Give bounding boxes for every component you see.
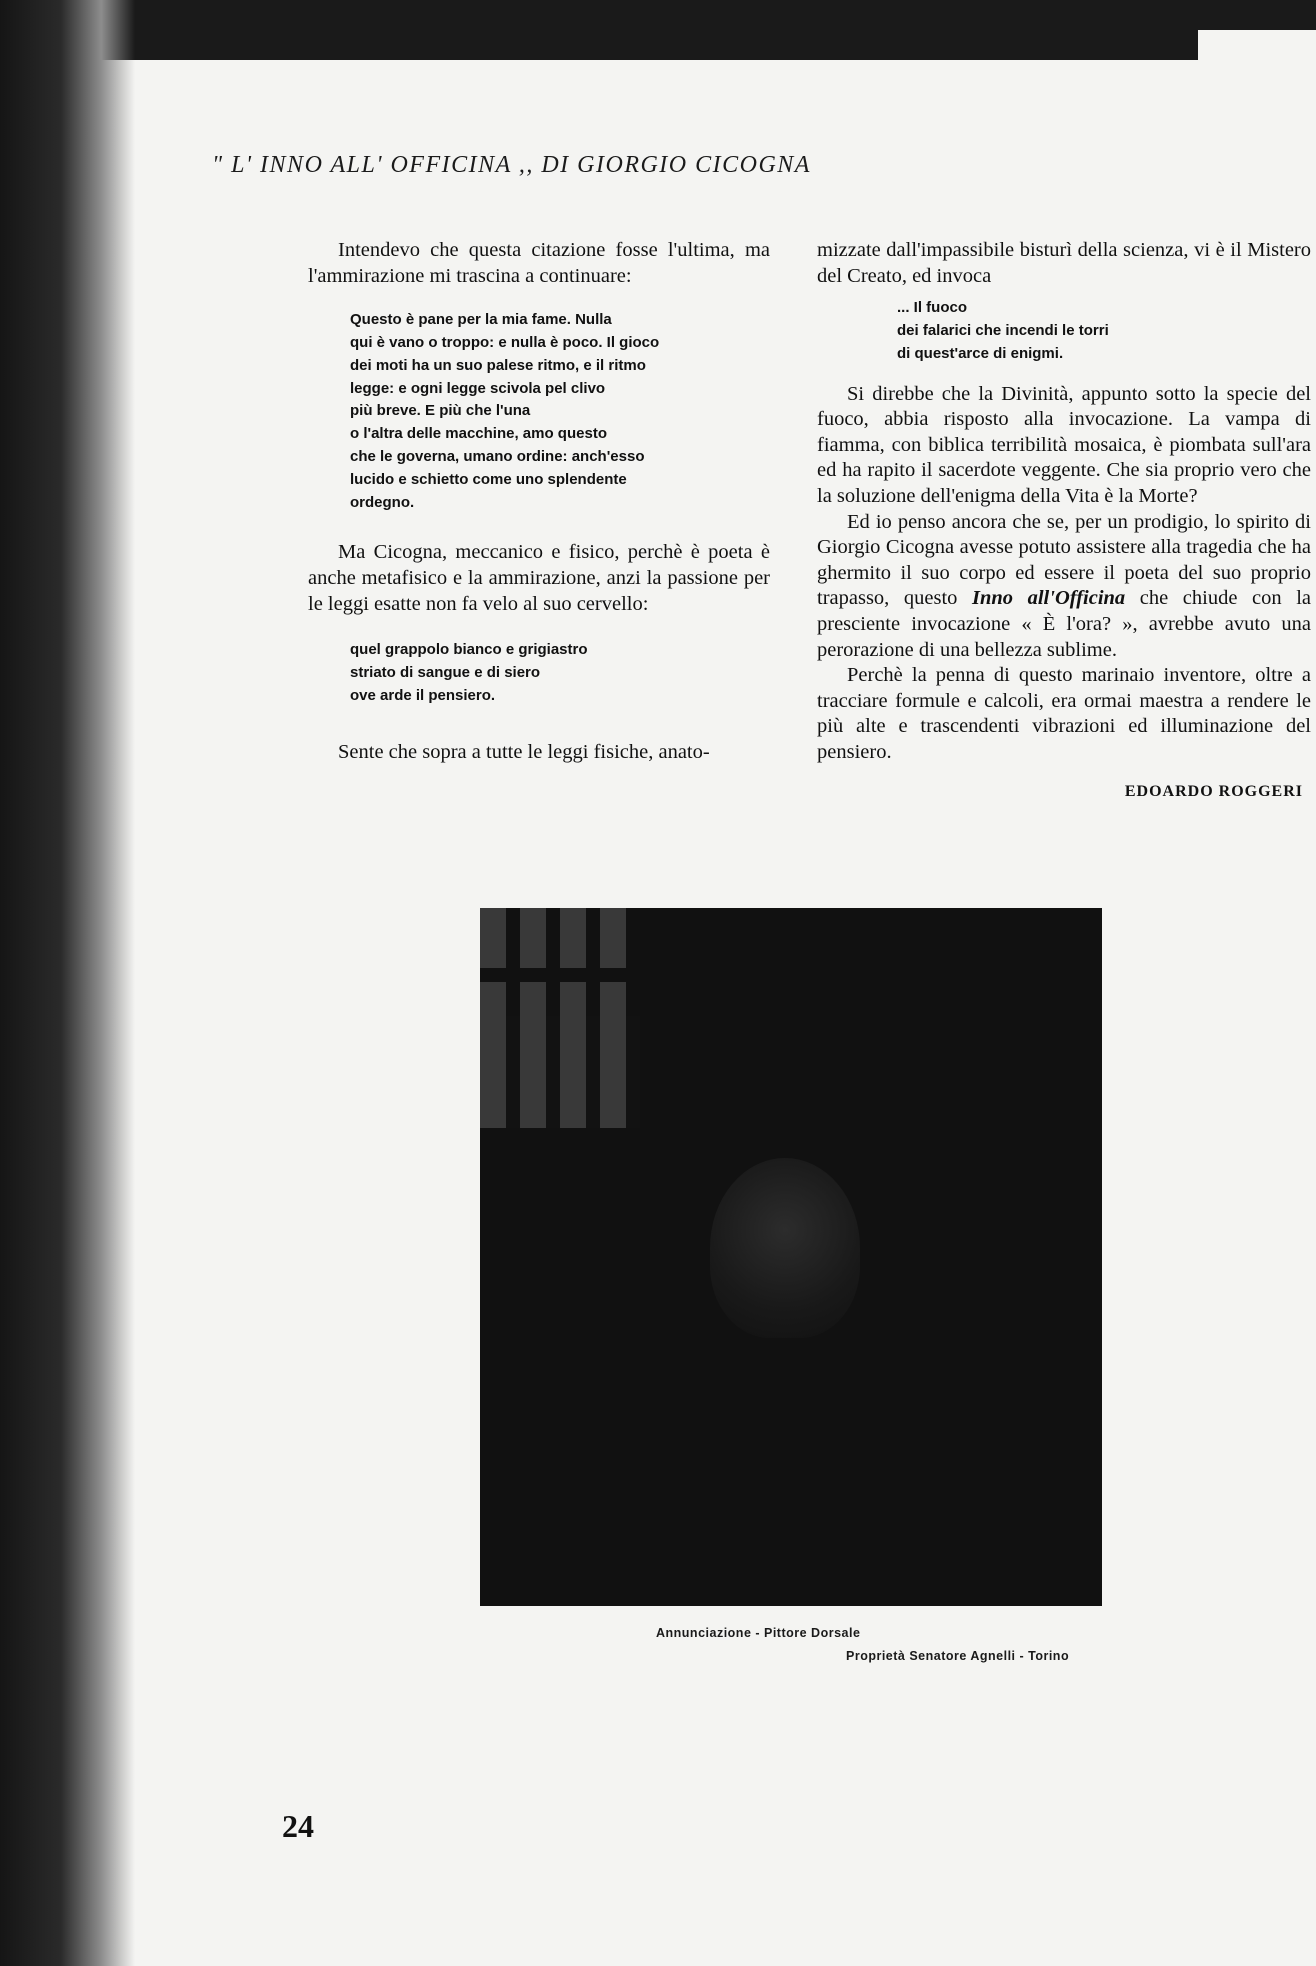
poem-line: striato di sangue e di siero — [350, 663, 541, 681]
paragraph-text: Ed io penso ancora che se, per un prodigio, lo spirito di Giorgio Cicogna avesse potuto assistere alla tragedia che ha ghermito il suo corpo ed essere il poeta del suo proprio trapasso, questo — [817, 510, 1311, 610]
poem-line: di quest'arce di enigmi. — [897, 344, 1064, 362]
poem-line: ordegno. — [350, 493, 415, 511]
poem-line: o l'altra delle macchine, amo questo — [350, 425, 607, 443]
poem-line: dei falarici che incendi le torri — [897, 321, 1109, 339]
scan-top-border — [0, 0, 1316, 60]
paragraph — [817, 510, 1311, 664]
poem-line: ... Il fuoco — [897, 299, 967, 317]
poem-line: che le governa, umano ordine: anch'esso — [350, 447, 645, 465]
work-title: Inno all'Officina — [972, 587, 1126, 610]
poem-line: dei moti ha un suo palese ritmo, e il ritmo — [350, 356, 646, 374]
poem-excerpt-2 — [350, 639, 770, 707]
right-column — [817, 238, 1312, 800]
poem-excerpt-3 — [897, 297, 1311, 365]
poem-line: più breve. E più che l'una — [350, 402, 531, 420]
window-panes — [480, 908, 640, 1128]
poem-line: ove arde il pensiero. — [350, 686, 496, 704]
figure-caption-owner: Proprietà Senatore Agnelli - Torino — [846, 1649, 1070, 1663]
paragraph: Intendevo che questa citazione fosse l'ultima, ma l'ammirazione mi trascina a continuare: — [308, 239, 770, 287]
paragraph: Ma Cicogna, meccanico e fisico, perchè è poeta è anche metafisico e la ammirazione, anzi la passione per le leggi esatte non fa velo al suo cervello: — [308, 541, 770, 615]
page-number: 24 — [282, 1808, 314, 1844]
poem-line: legge: e ogni legge scivola pel clivo — [350, 379, 606, 397]
paragraph: Sente che sopra a tutte le leggi fisiche, anato- — [338, 740, 710, 763]
poem-line: Questo è pane per la mia fame. Nulla — [350, 311, 612, 329]
poem-line: lucido e schietto come uno splendente — [350, 470, 627, 488]
poem-line: qui è vano o troppo: e nulla è poco. Il gioco — [350, 333, 660, 351]
poem-excerpt-1 — [350, 309, 770, 514]
paragraph: Perchè la penna di questo marinaio inventore, oltre a tracciare formule e calcoli, era ormai maestra a rendere le più alte e trascendenti vibrazioni ed illuminazione del pensiero. — [817, 664, 1311, 763]
article-header: " L' INNO ALL' OFFICINA ,, DI GIORGIO CICOGNA — [212, 152, 811, 178]
figure-caption-title: Annunciazione - Pittore Dorsale — [656, 1626, 861, 1640]
left-column — [308, 238, 770, 765]
paragraph: Si direbbe che la Divinità, appunto sotto la specie del fuoco, abbia risposto alla invocazione. La vampa di fiamma, con biblica terribilità mosaica, è piombata sull'ara ed ha rapito il sacerdote veggente. Che sia proprio vero che la soluzione dell'enigma della Vita è la Morte? — [817, 382, 1311, 507]
painted-figure — [710, 1158, 860, 1338]
paragraph: mizzate dall'impassibile bisturì della scienza, vi è il Mistero del Creato, ed invoca — [817, 239, 1311, 287]
scan-binding-shadow — [0, 0, 135, 1966]
author-signature: EDOARDO ROGGERI — [1124, 783, 1303, 800]
scan-corner — [1198, 30, 1316, 70]
poem-line: quel grappolo bianco e grigiastro — [350, 641, 588, 659]
painting-reproduction — [480, 908, 1102, 1606]
paragraph-text: che chiude con la presciente invocazione « È l'ora? », avrebbe avuto una perorazione di una bellezza sublime. — [817, 587, 1312, 661]
